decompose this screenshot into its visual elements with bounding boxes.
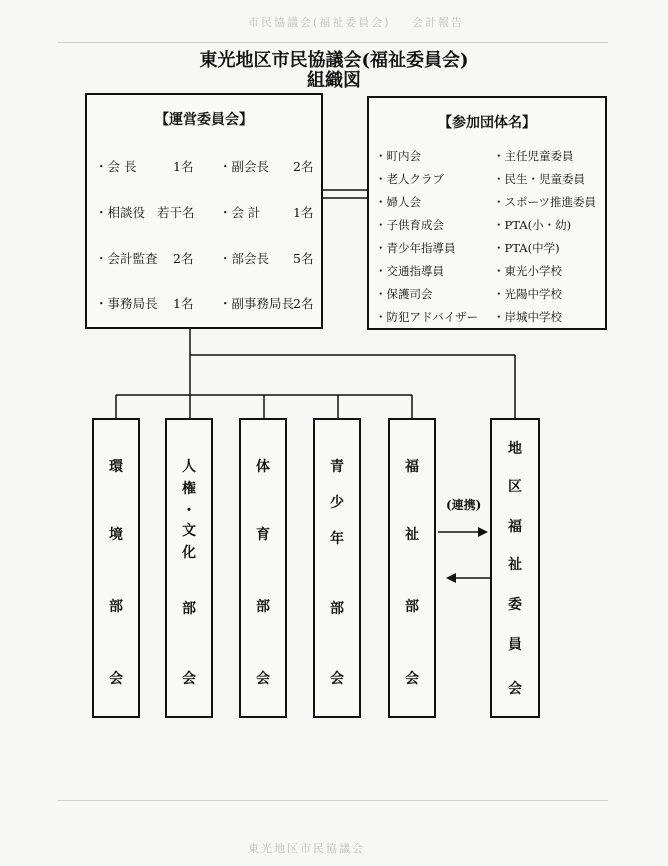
role-count: 5名 [293,251,314,266]
org-item: ・子供育成会 [375,218,444,232]
dept-char: 福 [405,459,419,475]
role-count: 1名 [293,205,314,220]
district-welfare-committee-box [490,418,540,718]
role-count: 2名 [293,296,314,311]
role-label: ・副事務局長 [219,296,295,311]
bleed-text-top-2: 会計報告 [412,16,464,29]
org-item: ・主任児童委員 [493,149,574,163]
dept-box-welfare [388,418,436,718]
dept-char: 会 [109,671,123,687]
dept-char: 委 [508,597,522,613]
dept-box-sports [239,418,287,718]
org-item: ・防犯アドバイザー [375,310,479,324]
arrow-left-head [446,573,456,583]
dept-char: 地 [508,441,522,457]
dept-char: 環 [109,459,123,475]
org-item: ・東光小学校 [493,264,562,278]
dept-box-environment [92,418,140,718]
dept-char: 少 [330,495,344,511]
role-count: 1名 [173,159,194,174]
page-subtitle: 組織図 [307,70,361,91]
dept-char: 年 [330,531,344,547]
dept-char: 人 [182,459,196,475]
dept-char: 福 [508,519,522,535]
steering-committee-box [85,93,323,329]
dept-char: 化 [182,545,196,561]
role-label: ・事務局長 [95,296,158,311]
dept-char: 部 [405,599,419,615]
org-item: ・交通指導員 [375,264,444,278]
org-item: ・PTA(小・幼) [493,218,572,232]
org-item: ・保護司会 [375,287,433,301]
org-item: ・婦人会 [375,195,421,209]
dept-char: 会 [182,671,196,687]
page-title: 東光地区市民協議会(福祉委員会) [199,50,469,71]
dept-char: 部 [330,601,344,617]
role-count: 2名 [173,251,194,266]
role-label: ・会 計 [219,205,261,220]
role-label: ・部会長 [219,251,270,266]
dept-char: 部 [109,599,123,615]
steering-committee-heading: 【運営委員会】 [155,112,253,128]
dept-box-human-rights-culture [165,418,213,718]
dept-char: ・ [182,503,196,519]
participating-orgs-heading: 【参加団体名】 [438,115,536,131]
dept-char: 祉 [508,557,522,573]
dept-char: 員 [508,637,522,653]
dept-char: 権 [182,481,196,497]
dept-char: 育 [256,527,270,543]
dept-char: 文 [182,523,196,539]
bleed-text-bottom: 東光地区市民協議会 [248,842,365,855]
role-count: 1名 [173,296,194,311]
role-count: 2名 [293,159,314,174]
dept-char: 会 [508,681,522,697]
dept-char: 部 [182,601,196,617]
org-item: ・青少年指導員 [375,241,456,255]
arrow-right-head [478,527,488,537]
org-item: ・PTA(中学) [493,241,560,255]
participating-orgs-box [367,96,607,330]
dept-char: 会 [256,671,270,687]
cooperation-label: (連携) [446,498,482,512]
org-item: ・民生・児童委員 [493,172,585,186]
dept-char: 境 [109,527,123,543]
role-label: ・会計監査 [95,251,158,266]
org-item: ・老人クラブ [375,172,444,186]
bleed-text-top: 市民協議会(福祉委員会) [248,16,391,29]
role-label: ・会 長 [95,159,137,174]
dept-char: 会 [405,671,419,687]
dept-char: 青 [330,459,344,475]
role-count: 若干名 [157,205,195,220]
dept-char: 部 [256,599,270,615]
org-item: ・岸城中学校 [493,310,562,324]
dept-char: 体 [256,459,270,475]
role-label: ・副会長 [219,159,270,174]
org-item: ・スポーツ推進委員 [493,195,597,209]
dept-char: 会 [330,671,344,687]
role-label: ・相談役 [95,205,146,220]
org-item: ・光陽中学校 [493,287,562,301]
dept-char: 区 [508,479,522,495]
dept-box-youth [313,418,361,718]
dept-char: 祉 [405,527,419,543]
org-item: ・町内会 [375,149,421,163]
